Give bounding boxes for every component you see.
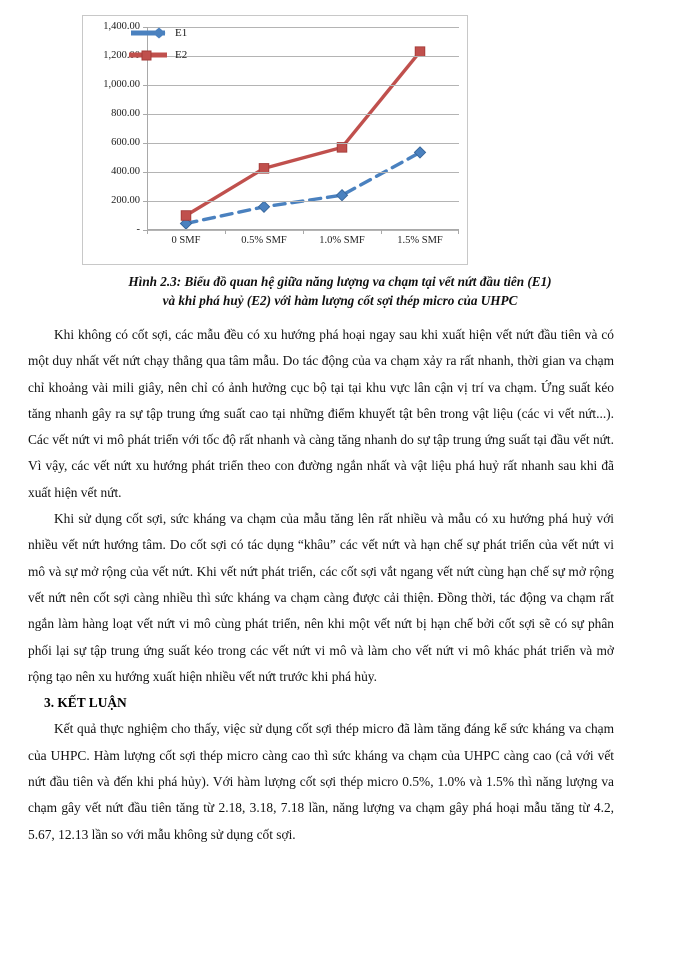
legend-label-e2: E2: [175, 49, 188, 61]
chart-y-axis-label: 1,000.00: [103, 78, 140, 90]
paragraph-2: Khi sử dụng cốt sợi, sức kháng va chạm của mẫu tăng lên rất nhiều và mẫu có xu hướng phá huỷ với nhiều vết nứt hướng tâm. Do cốt sợi có tác dụng “khâu” các vết nứt và hạn chế sự phát triển của vết nứt vi mô và sự mở rộng của vết nứt. Khi vết nứt phát triển, các cốt sợi vắt ngang vết nứt cùng hạn chế sự mở rộng vết nứt nên cốt sợi càng nhiều thì sức kháng va chạm càng được cải thiện. Đồng thời, tác động va chạm rất ngắn làm hàng loạt vết nứt vi mô cùng phát triển, nên khi một vết nứt bị hạn chế bởi cốt sợi sẽ có sự phân phối lại sự tập trung ứng suất kéo trong các vết nứt vi mô và làm cho vết nứt vi mô khác phát triển và mở rộng tạo nên xu hướng xuất hiện nhiều vết nứt trước khi phá hủy.: [28, 511, 614, 684]
chart-gridline: [147, 114, 459, 115]
figure-caption: [40, 272, 640, 310]
chart-series-line-e1: [186, 152, 420, 223]
chart-y-axis-label: 1,200.00: [103, 49, 140, 61]
chart-x-tick-mark: [303, 230, 304, 234]
chart-marker-square-icon: [415, 47, 425, 57]
chart-y-axis-label: 800.00: [111, 107, 140, 119]
chart-container: [82, 15, 468, 265]
legend-label-e1: E1: [175, 27, 188, 39]
chart-series-line-e2: [186, 52, 420, 216]
chart-x-axis-label: 0.5% SMF: [241, 235, 287, 246]
chart-gridline: [147, 85, 459, 86]
chart-x-axis-label: 1.5% SMF: [397, 235, 443, 246]
chart-x-axis-label: 0 SMF: [171, 235, 201, 246]
chart-x-tick-mark: [147, 230, 148, 234]
chart-y-axis-label: 400.00: [111, 165, 140, 177]
legend-marker-diamond-icon: [129, 26, 167, 40]
paragraph-3: Kết quả thực nghiệm cho thấy, việc sử dụng cốt sợi thép micro đã làm tăng đáng kể sức kháng va chạm của UHPC. Hàm lượng cốt sợi thép micro càng cao thì sức kháng va chạm của UHPC càng cao (cả với vết nứt đầu tiên và đến khi phá hủy). Với hàm lượng cốt sợi thép micro 0.5%, 1.0% và 1.5% thì năng lượng va chạm gây vết nứt đầu tiên tăng từ 2.18, 3.18, 7.18 lần, năng lượng va chạm gây phá hoại mẫu tăng từ 4.2, 5.67, 12.13 lần so với mẫu không sử dụng cốt sợi.: [28, 721, 614, 842]
chart-gridline: [147, 143, 459, 144]
chart-x-tick-mark: [458, 230, 459, 234]
legend-entry-e2: [129, 44, 249, 66]
chart-marker-diamond-icon: [258, 201, 269, 212]
chart-marker-square-icon: [181, 211, 191, 221]
legend-entry-e1: [129, 22, 249, 44]
chart-legend: [129, 22, 249, 66]
figure-2-3: [82, 15, 468, 265]
body-content: [28, 322, 614, 848]
figure-caption-line-1: Hình 2.3: Biểu đồ quan hệ giữa năng lượng va chạm tại vết nứt đầu tiên (E1): [128, 274, 552, 289]
chart-gridline: [147, 201, 459, 202]
chart-y-axis-label: 200.00: [111, 194, 140, 206]
chart-y-axis-label: 600.00: [111, 136, 140, 148]
chart-x-axis-label: 1.0% SMF: [319, 235, 365, 246]
legend-marker-square-icon: [129, 48, 167, 62]
chart-gridline: [147, 172, 459, 173]
chart-x-tick-mark: [225, 230, 226, 234]
section-heading-conclusion: 3. KẾT LUẬN: [44, 695, 127, 711]
chart-y-axis-label: -: [136, 223, 140, 235]
figure-caption-line-2: và khi phá huỷ (E2) với hàm lượng cốt sợi thép micro của UHPC: [162, 293, 518, 308]
paragraph-1: Khi không có cốt sợi, các mẫu đều có xu hướng phá hoại ngay sau khi xuất hiện vết nứt đầu tiên và có một duy nhất vết nứt chạy thẳng qua tâm mẫu. Do tác động của va chạm xảy ra rất nhanh, thời gian va chạm chỉ khoảng vài mili giây, nên chỉ có ảnh hưởng cục bộ tại tại khu vực lân cận vị trí va chạm. Ứng suất kéo tăng nhanh gây ra sự tập trung ứng suất cao tại những điểm khuyết tật bên trong vật liệu (các vi vết nứt...). Các vết nứt vi mô phát triển với tốc độ rất nhanh và càng tăng nhanh do sự tập trung ứng suất tại đầu vết nứt. Vì vậy, các vết nứt xu hướng phát triển theo con đường ngắn nhất và vật liệu phá huỷ rất nhanh sau khi đã xuất hiện vết nứt.: [28, 327, 614, 500]
chart-y-axis-label: 1,400.00: [103, 20, 140, 32]
chart-x-tick-mark: [381, 230, 382, 234]
